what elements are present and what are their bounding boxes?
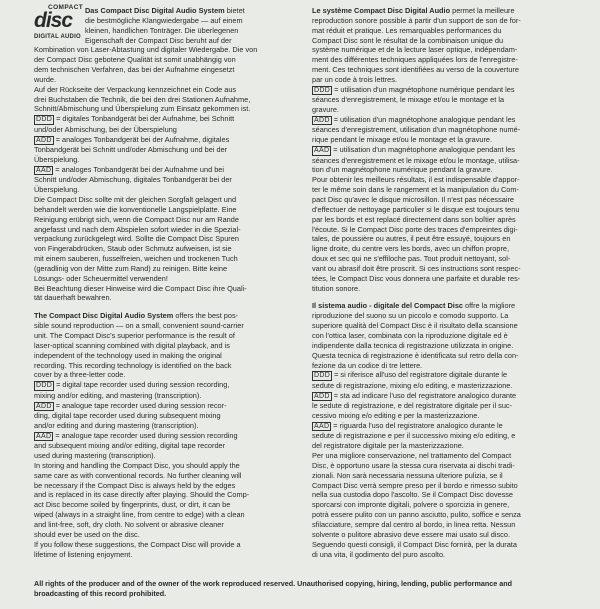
code-aad-badge: AAD [314,422,330,430]
german-intro: Das Compact Disc Digital Audio System bietet die bestmögliche Klangwiedergabe — auf einem kleinen, handlichen Tonträger. Die überlegenen Eigenschaft der Compact Disc beruht auf der [85,6,245,45]
code-ddd-badge: DDD [314,372,331,380]
code-add-badge: ADD [314,392,330,400]
english-aad: AAD = analogue tape recorder used during session recording and subsequent mixing and/or editing, digital tape recorder used during mastering (transcription). [34,430,238,461]
code-ddd-badge: DDD [36,382,53,390]
right-column [312,6,574,559]
french-intro: Le système Compact Disc Digital Audio permet la meilleure reproduction sonore possible à partir d'un support de son de for- mat réduit et pratique. Les remarquables performances du Compact Disc sont le résultat de la combinaison unique du système numérique et de la lecture laser optique, indépendam- ment des différentes techniques appliquées lors de l'enregistre- ment. Ces techniques sont identifiées au verso de la couverture par un code à trois lettres. [312,6,521,84]
code-aad-badge: AAD [36,432,52,440]
german-ddd: DDD = digitales Tonbandgerät bei der Aufnahme, bei Schnitt und/oder Abmischung, bei der Überspielung [34,114,235,134]
code-ddd-badge: DDD [36,116,53,124]
german-intro-continued: Kombination von Laser-Abtastung und digitaler Wiedergabe. Die von der Compact Disc gebotene Qualität ist somit unabhängig von dem technischen Verfahren, das bei der Aufnahme eingesetzt wurde. Auf der Rückseite der Verpackung kennzeichnet ein Code aus drei Buchstaben die Technik, die bei den drei Stationen Aufnahme, Schnitt/Abmischung und Überspielung zum Einsatz gekommen ist. [34,45,258,114]
logo-compact-text: COMPACT [48,4,84,11]
copyright-notice: All rights of the producer and of the owner of the work reproduced reserved. Unauthorised copying, hiring, lending, public performance and broadcasting of this record prohibited. [34,579,513,598]
french-aad: AAD = utilisation d'un magnétophone analogique pendant les séances d'enregistrement et le mixage et/ou le montage, utilisa- tion d'un magnétophone numérique pendant la gravure. [312,145,520,175]
french-intro-lead: Le système Compact Disc Digital Audio [312,6,451,15]
german-care: Die Compact Disc sollte mit der gleichen Sorgfalt gelagert und behandelt werden wie die konventionelle Langspielplatte. Eine Reinigung erübrigt sich, wenn die Compact Disc nur am Rande angefasst und nach dem Abspielen sofort wieder in die Spezial- verpackung zurückgelegt wird. Sollte die Compact Disc Spuren von Fingerabdrücken, Staub oder Schmutz aufweisen, ist sie mit einem sauberen, fusselfreien, weichen und trockenen Tuch (geradlinig von der Mitte zum Rand) zu reinigen. Bitte keine Lösungs- oder Scheuermittel verwenden! Bei Beachtung dieser Hinweise wird die Compact Disc ihre Quali- tät dauerhaft bewahren. [34,195,247,303]
english-care: In storing and handling the Compact Disc, you should apply the same care as with conventional records. No further cleaning will be necessary if the Compact Disc is always held by the edges and is replaced in its case directly after playing. Should the Comp- act Disc become soiled by fingerprints, dust, or dirt, it can be wiped (always in a straight line, from centre to edge) with a clean and lint-free, soft, dry cloth. No solvent or abrasive cleaner should ever be used on the disc. If you follow these suggestions, the Compact Disc will provide a lifetime of listening enjoyment. [34,460,250,559]
french-add: ADD = utilisation d'un magnétophone analogique pendant les séances d'enregistrement, utilisation d'un magnétophone numé- rique pendant le mixage et/ou le montage et la gravure. [312,114,521,145]
french-ddd: DDD = utilisation d'un magnétophone numérique pendant les séances d'enregistrement, le mixage et/ou le montage et la gravure. [312,84,515,115]
english-add: ADD = analogue tape recorder used during session recor- ding, digital tape recorder used during subsequent mixing and/or editing and during mastering (transcription). [34,400,227,430]
german-add: ADD = analoges Tonbandgerät bei der Aufnahme, digitales Tonbandgerät bei Schnitt und/oder Abmischung und bei der Überspielung. [34,134,230,164]
code-aad-badge: AAD [36,166,52,174]
logo-digital-audio-text: DIGITAL AUDIO [34,34,81,40]
italian-intro: Il sistema audio - digitale del Compact Disc offre la migliore riproduzione del suono su un piccolo e comodo supporto. La superiore qualità del Compact Disc è il risultato della scansione con l'ottica laser, combinata con la riproduzione digitale ed è indipendente dalla tecnica di registrazione utilizzata in origine. Questa tecnica di registrazione è identificata sul retro della con- fezione da un codice di tre lettere. [312,301,519,370]
italian-care: Per una migliore conservazione, nel trattamento del Compact Disc, è opportuno usare la stessa cura riservata ai dischi tradi- zionali. Non sarà necessaria nessuna ulteriore pulizia, se il Compact Disc verrà sempre preso per il bordo e rimesso subito nella sua custodia dopo l'ascolto. Se il Compact Disc dovesse sporcarsi con impronte digitali, polvere o sporcizia in genere, potrà essere pulito con un panno asciutto, pulito, soffice e senza sfilacciature, sempre dal centro al bordo, in linea retta. Nessun solvente o pulitore abrasivo deve essere mai usato sul disco. Seguendo questi consigli, il Compact Disc fornirà, per la durata di una vita, il godimento del puro ascolto. [312,451,521,559]
english-intro: The Compact Disc Digital Audio System offers the best pos- sible sound reproduction — on a small, convenient sound-carrier unit. The Compact Disc's superior performance is the result of laser-optical scanning combined with digital playback, and is independent of the technology used in making the original recording. This recording technology is identified on the back cover by a three-letter code. [34,311,244,380]
italian-ddd: DDD = si riferisce all'uso del registratore digitale durante le sedute di registrazione, mixing e/o editing, e masterizzazione. [312,370,513,390]
italian-add: ADD = sta ad indicare l'uso del registratore analogico durante le sedute di registrazione, e del registratore digitale per il suc- cessivo mixing e/o editing e per la masterizzazione. [312,390,517,421]
left-column [34,6,301,559]
english-ddd: DDD = digital tape recorder used during session recording, mixing and/or editing, and mastering (transcription). [34,380,230,400]
german-intro-lead: Das Compact Disc Digital Audio System [85,6,225,15]
french-care: Pour obtenir les meilleurs résultats, il est indispensable d'appor- ter le même soin dans le rangement et la manipulation du Com- pact Disc qu'avec le disque microsillon. Il n'est pas nécessaire d'effectuer de nettoyage particulier si le disque est toujours tenu par les bords et est replacé directement dans son boîtier après l'écoute. Si le Compact Disc porte des traces d'empreintes digi- tales, de poussière ou autres, il peut être essuyé, toujours en ligne droite, du centre vers les bords, avec un chiffon propre, doux et sec qui ne s'effiloche pas. Tout produit nettoyant, sol- vant ou abrasif doit être proscrit. Si ces instructions sont respec- tées, le Compact Disc vous donnera une parfaite et durable res- titution sonore. [312,175,521,293]
italian-aad: AAD = riguarda l'uso del registratore analogico durante le sedute di registrazione e per il successivo mixing e/o editing, e del registratore digitale per la masterizzazione. [312,420,516,451]
german-aad: AAD = analoges Tonbandgerät bei der Aufnahme und bei Schnitt und/oder Abmischung, digitales Tonbandgerät bei der Überspielung. [34,164,232,195]
italian-intro-lead: Il sistema audio - digitale del Compact Disc [312,301,463,311]
code-add-badge: ADD [36,136,52,144]
code-ddd-badge: DDD [314,86,331,94]
code-add-badge: ADD [36,402,52,410]
code-add-badge: ADD [314,116,330,124]
english-intro-lead: The Compact Disc Digital Audio System [34,311,174,321]
logo-disc-text: disc [34,9,73,32]
code-aad-badge: AAD [314,147,330,155]
